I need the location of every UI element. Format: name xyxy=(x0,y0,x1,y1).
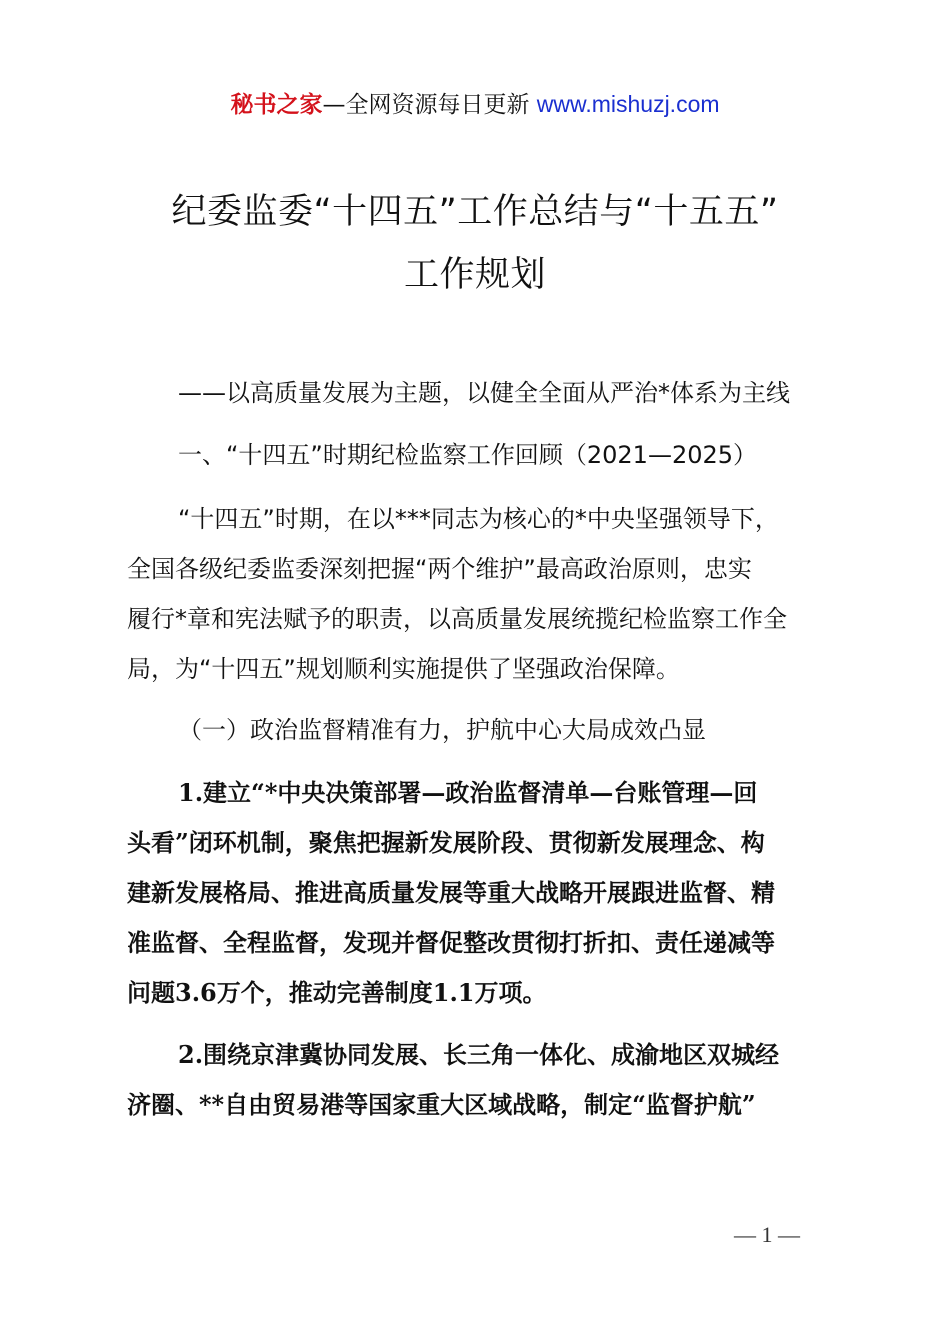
header-tagline: —全网资源每日更新 xyxy=(322,92,530,118)
item-1-line: 1.建立“*中央决策部署—政治监督清单—台账管理—回 xyxy=(178,778,758,807)
paragraph-line: “十四五”时期，在以***同志为核心的*中央坚强领导下， xyxy=(178,505,779,533)
item-1-line: 准监督、全程监督，发现并督促整改贯彻打折扣、责任递减等 xyxy=(127,928,775,957)
item-2-line: 济圈、**自由贸易港等国家重大区域战略，制定“监督护航” xyxy=(127,1090,756,1119)
paragraph-line: 履行*章和宪法赋予的职责，以高质量发展统揽纪检监察工作全 xyxy=(127,605,787,633)
site-header xyxy=(0,86,950,123)
item-2-line: 2.围绕京津冀协同发展、长三角一体化、成渝地区双城经 xyxy=(178,1040,780,1069)
brand-name: 秘书之家 xyxy=(230,92,323,118)
paragraph-line: 局，为“十四五”规划顺利实施提供了坚强政治保障。 xyxy=(127,655,680,683)
subtitle: ——以高质量发展为主题，以健全全面从严治*体系为主线 xyxy=(178,379,790,407)
paragraph-line: 全国各级纪委监委深刻把握“两个维护”最高政治原则，忠实 xyxy=(127,555,752,583)
document-title-line-1: 纪委监委“十四五”工作总结与“十五五” xyxy=(171,192,779,232)
item-1-line: 头看”闭环机制，聚焦把握新发展阶段、贯彻新发展理念、构 xyxy=(127,828,765,857)
item-1-line: 建新发展格局、推进高质量发展等重大战略开展跟进监督、精 xyxy=(127,878,775,907)
subsection-heading-1: （一）政治监督精准有力，护航中心大局成效凸显 xyxy=(178,716,706,744)
document-title-line-2: 工作规划 xyxy=(403,255,546,295)
page-number: — 1 — xyxy=(734,1222,800,1247)
item-1-line: 问题3.6万个，推动完善制度1.1万项。 xyxy=(127,978,547,1007)
site-url-link[interactable]: www.mishuzj.com xyxy=(536,91,720,117)
section-heading-1: 一、“十四五”时期纪检监察工作回顾（2021—2025） xyxy=(178,441,758,469)
